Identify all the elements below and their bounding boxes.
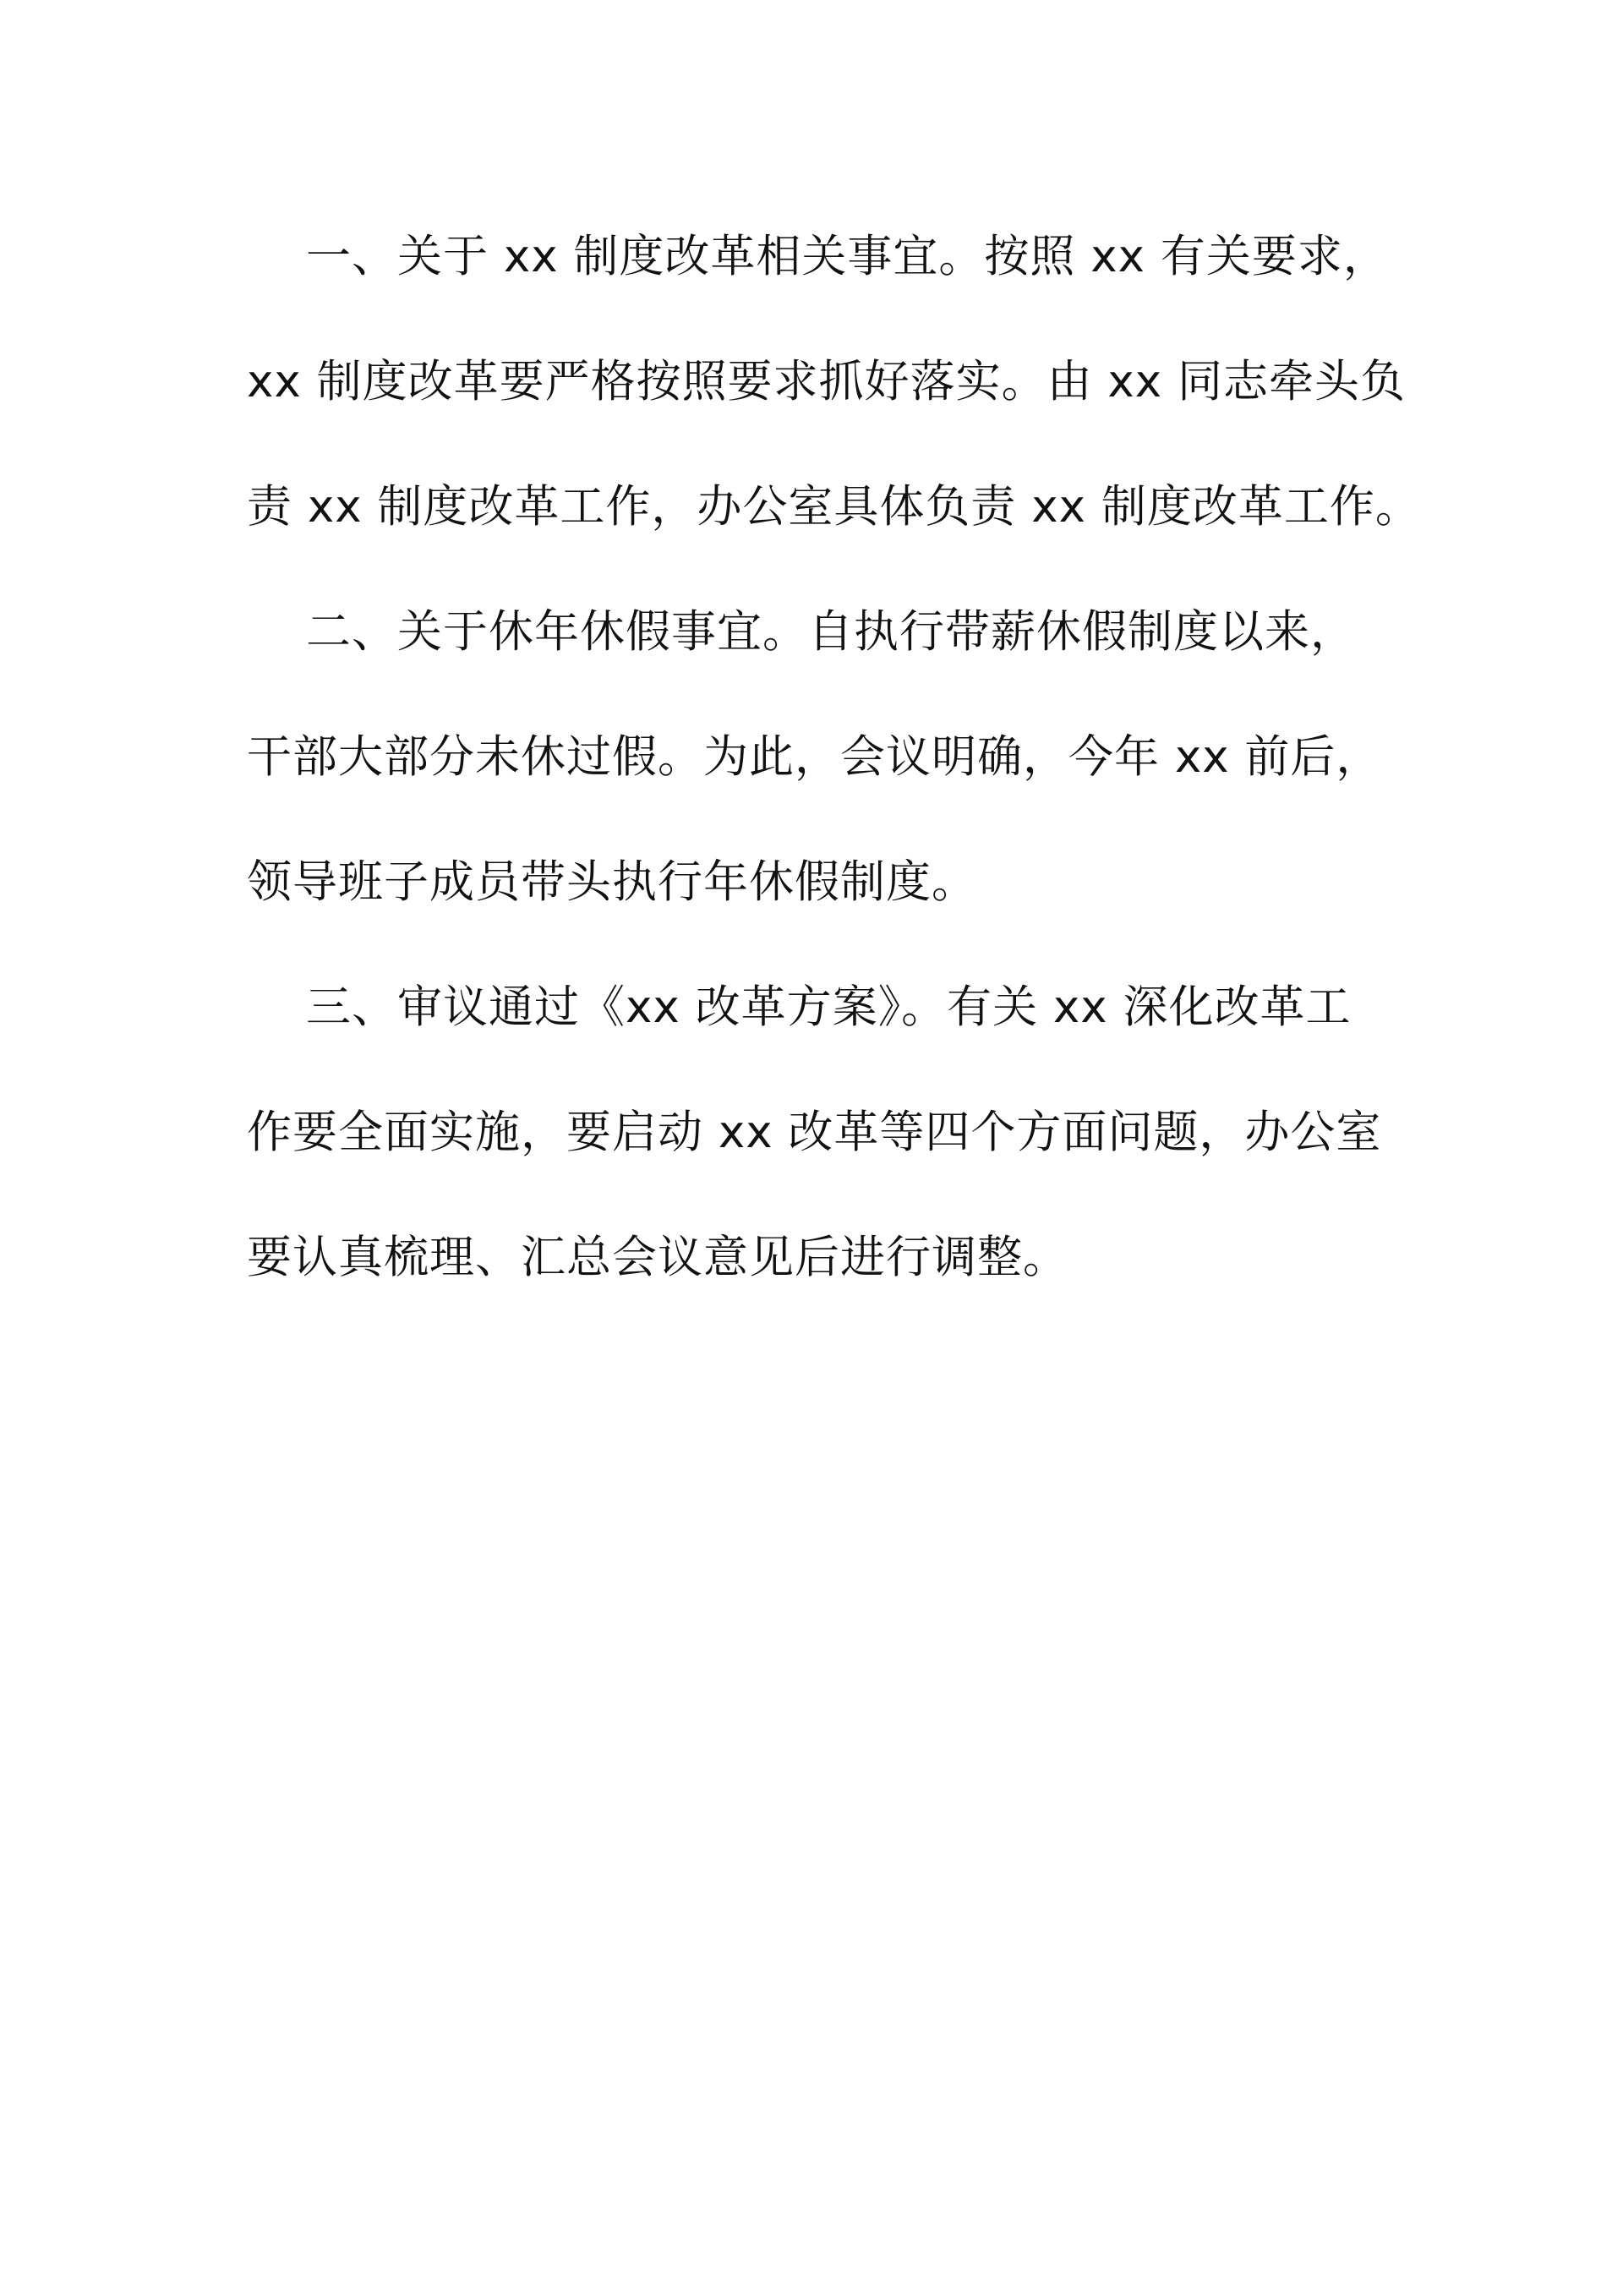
paragraph-line: 三、审议通过《xx 改革方案》。有关 xx 深化改革工 xyxy=(306,981,1352,1033)
paragraph-2 xyxy=(247,570,1390,945)
paragraph-line: 作要全面实施，要启动 xx 改革等四个方面问题，办公室 xyxy=(247,1107,1382,1158)
paragraph-line: xx 制度改革要严格按照要求抓好落实。由 xx 同志牵头负 xyxy=(247,356,1407,407)
paragraph-1 xyxy=(247,194,1421,570)
paragraph-3 xyxy=(247,945,1390,1320)
paragraph-line: 要认真梳理、汇总会议意见后进行调整。 xyxy=(247,1232,1068,1283)
paragraph-line: 干部大部分未休过假。为此，会议明确，今年 xx 前后， xyxy=(247,731,1382,783)
paragraph-line: 一、关于 xx 制度改革相关事宜。按照 xx 有关要求， xyxy=(306,231,1389,282)
paragraph-line: 二、关于休年休假事宜。自执行带薪休假制度以来， xyxy=(306,606,1356,658)
paragraph-line: 责 xx 制度改革工作，办公室具体负责 xx 制度改革工作。 xyxy=(247,481,1421,533)
document-body xyxy=(247,194,1421,1320)
paragraph-line: 领导班子成员带头执行年休假制度。 xyxy=(247,856,977,908)
